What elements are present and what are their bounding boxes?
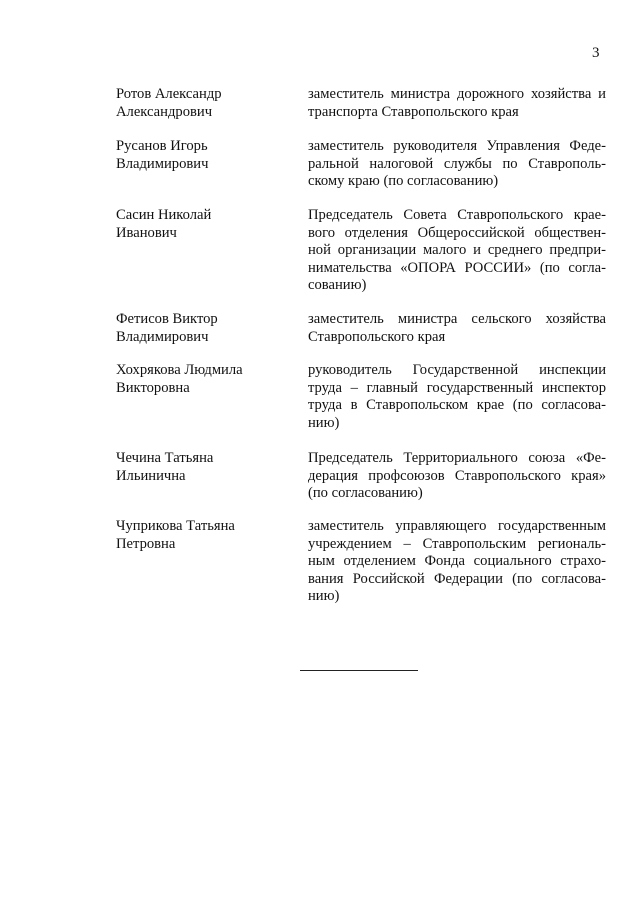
member-name-line: Владимирович — [116, 155, 209, 172]
member-name-line: Петровна — [116, 535, 176, 552]
member-position-line: учреждением – Ставропольским региональ- — [308, 535, 606, 552]
member-name — [116, 362, 291, 397]
member-name-line: Викторовна — [116, 379, 190, 396]
member-position-line: вания Российской Федерации (по согласова- — [308, 570, 606, 587]
member-name — [116, 311, 291, 346]
member-name-line: Фетисов Виктор — [116, 311, 218, 327]
closing-divider-line — [300, 670, 418, 671]
member-name — [116, 138, 291, 173]
member-position-line: заместитель министра сельского хозяйства — [308, 311, 606, 327]
member-name — [116, 450, 291, 485]
member-name-line: Сасин Николай — [116, 207, 212, 223]
member-name-line: Александрович — [116, 103, 213, 120]
member-position — [308, 86, 606, 121]
member-name-line: Чечина Татьяна — [116, 450, 214, 466]
member-name-line: Русанов Игорь — [116, 138, 208, 154]
member-position — [308, 450, 606, 503]
member-position-line: ным отделением Фонда социального страхо- — [308, 553, 606, 570]
member-position-line: труда в Ставропольском крае (по согласова- — [308, 397, 606, 414]
member-name-line: Владимирович — [116, 328, 209, 345]
member-name — [116, 86, 291, 121]
member-position-line: заместитель министра дорожного хозяйства и — [308, 86, 606, 102]
member-position-line: руководитель Государственной инспекции — [308, 362, 606, 378]
member-position-line: ной организации малого и среднего предпри- — [308, 242, 606, 259]
member-position-line: ральной налоговой службы по Ставрополь- — [308, 155, 606, 172]
member-name-line: Чуприкова Татьяна — [116, 518, 235, 534]
member-position — [308, 138, 606, 191]
member-position-line: скому краю (по согласованию) — [308, 173, 499, 190]
member-position-line: Председатель Территориального союза «Фе- — [308, 450, 606, 466]
member-name-line: Ротов Александр — [116, 86, 222, 102]
member-position-line: (по согласованию) — [308, 485, 423, 502]
member-position-line: сованию) — [308, 277, 367, 294]
member-name-line: Иванович — [116, 224, 177, 241]
member-position-line: транспорта Ставропольского края — [308, 103, 519, 120]
member-position-line: труда – главный государственный инспектор — [308, 379, 606, 396]
member-position-line: нию) — [308, 588, 340, 605]
member-position-line: вого отделения Общероссийской обществен- — [308, 224, 606, 241]
member-position-line: нимательства «ОПОРА РОССИИ» (по согла- — [308, 259, 606, 276]
member-position-line: нию) — [308, 414, 340, 431]
member-name-line: Хохрякова Людмила — [116, 362, 243, 378]
member-position — [308, 362, 606, 432]
member-position — [308, 311, 606, 346]
member-position-line: заместитель руководителя Управления Феде- — [308, 138, 606, 154]
member-position — [308, 207, 606, 295]
member-name — [116, 518, 291, 553]
member-position-line: заместитель управляющего государственным — [308, 518, 606, 534]
member-position-line: дерация профсоюзов Ставропольского края» — [308, 467, 606, 484]
member-name — [116, 207, 291, 242]
page-number: 3 — [592, 45, 600, 61]
member-position — [308, 518, 606, 606]
member-position-line: Председатель Совета Ставропольского крае- — [308, 207, 606, 223]
member-position-line: Ставропольского края — [308, 328, 446, 345]
member-name-line: Ильинична — [116, 467, 186, 484]
